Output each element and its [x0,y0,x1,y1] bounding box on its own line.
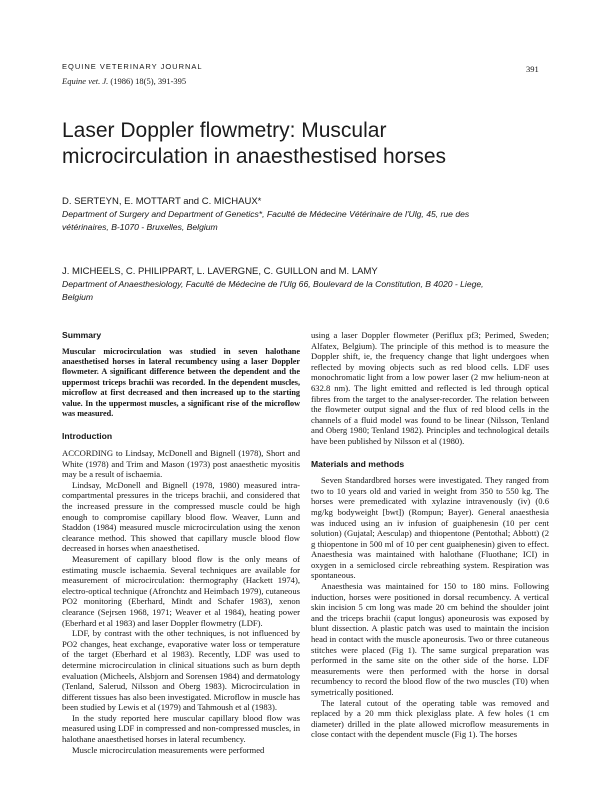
right-column [311,330,549,740]
title-line-1: Laser Doppler flowmetry: Muscular [62,119,387,142]
affiliation-2-line-1: Department of Anaesthesiology, Faculté de Médecine de l'Ulg 66, Boulevard de la Constitution, B 4020 - Liege, [62,279,484,289]
title-line-2: microcirculation in anaesthestised horses [62,145,447,168]
affiliation-1-line-2: vétérinaires, B-1070 - Bruxelles, Belgium [62,221,218,232]
citation-detail: (1986) 18(5), 391-395 [110,76,187,86]
methods-paragraph-2: Anaesthesia was maintained for 150 to 180 mins. Following induction, horses were positioned in dorsal recumbency. A vertical skin incision 5 cm long was made 20 cm behind the shoulder joint and the triceps brachii (caput longus) aponeurosis was exposed by blunt dissection. A plastic patch was used to maintain the incision head in contact with the muscle aponeurosis. Two or three cutaneous stitches were placed (Fig 1). The same surgical preparation was performed in the same site on the other side of the horse. LDF measurements were then performed with the horse in dorsal recumbency to record the blood flow of the two muscles (T0) when symetrically positioned. [311,581,549,697]
intro-paragraph-2: Lindsay, McDonell and Bignell (1978, 1980) measured intra-compartmental pressures in the triceps brachii, and considered that the increased pressure in the compressed muscle could be high enough to compromise capillary blood flow. Weaver, Lunn and Staddon (1984) measured muscle microcirculation using the xenon clearance method. This showed that capillary muscle blood flow decreased in horses when anaesthetised. [62,479,300,554]
citation [62,76,186,86]
citation-journal: Equine vet. J. [62,76,109,86]
authors-group-2: J. MICHEELS, C. PHILIPPART, L. LAVERGNE, C. GUILLON and M. LAMY [62,266,378,277]
methods-paragraph-1: Seven Standardbred horses were investigated. They ranged from two to 10 years old and varied in weight from 350 to 550 kg. The horses were premedicated with xylazine intravenously (iv) (0.6 mg/kg bodyweight [bwt]) (Rompun; Bayer). General anaesthesia was induced using an iv infusion of guaiphenesin (10 per cent solution) (Gujatal; Aesculap) and thiopentone (Pentothal; Abbott) (2 g thiopentone in 500 ml of 10 per cent guaiphenesin) given to effect. Anaesthesia was maintained with halothane (Fluothane; ICI) in oxygen in a semiclosed circle rebreathing system. Respiration was spontaneous. [311,475,549,581]
affiliation-group-1 [62,208,552,233]
page-number: 391 [526,64,539,74]
affiliation-2-line-2: Belgium [62,291,94,302]
intro-paragraph-6: Muscle microcirculation measurements were performed [72,744,265,755]
affiliation-group-2 [62,278,552,303]
authors-group-1: D. SERTEYN, E. MOTTART and C. MICHAUX* [62,196,262,207]
journal-name: EQUINE VETERINARY JOURNAL [62,62,203,71]
introduction-heading: Introduction [62,431,113,442]
intro-paragraph-4: LDF, by contrast with the other techniques, is not influenced by PO2 changes, heat exchange, evaporative water loss or temperature of the target (Eberhard et al 1983). Recently, LDF was used to determine microcirculation in clinical situations such as burn depth evaluation (Micheels, Alsbjorn and Sorensen 1984) and dermatology (Tenland, Salerud, Nilsson and Oberg 1983). Microcirculation in different tissues has also been investigated. Microflow in muscle has been studied by Lewis et al (1979) and Tahmoush et al (1983). [62,628,300,713]
intro-paragraph-1: ACCORDING to Lindsay, McDonell and Bignell (1978), Short and White (1978) and Trim and Mason (1973) post anaesthetic myositis may be a result of ischaemia. [62,448,300,480]
intro-paragraph-3: Measurement of capillary blood flow is the only means of estimating muscle ischaemia. Several techniques are available for measurement of microcirculation: thermography (Hackett 1974), electro-optical technique (Afronchtz and Heimbach 1979), cutaneous PO2 monitoring (Eberhard, Mindt and Schafer 1983), xenon clearance (Sejrsen 1968, 1971; Weaver et al 1984), heating power (Eberhard et al 1983) and laser Doppler flowmetry (LDF). [62,553,300,628]
intro-paragraph-5: In the study reported here muscular capillary blood flow was measured using LDF in compressed and non-compressed muscles, in halothane anaesthetised horses in lateral recumbency. [62,712,300,745]
summary-text: Muscular microcirculation was studied in seven halothane anaesthetised horses in lateral recumbency using a laser Doppler flowmeter. A significant difference between the dependent and the uppermost triceps brachii was recorded. In the dependent muscles, microflow at first decreased and then increased up to the starting value. In the uppermost muscles, a significant rise of the microflow was measured. [62,346,300,419]
article-title [62,118,532,170]
affiliation-1-line-1: Department of Surgery and Department of Genetics*, Faculté de Médecine Vétérinaire de l'Ulg, 45, rue des [62,209,470,219]
methods-heading: Materials and methods [311,458,405,469]
methods-paragraph-3: The lateral cutout of the operating table was removed and replaced by a 20 mm thick plexiglass plate. A few holes (1 cm diameter) drilled in the plate allowed microflow measurements in close contact with the dependent muscle (Fig 1). The horses [311,697,549,740]
left-column [62,330,300,755]
intro-continuation: using a laser Doppler flowmeter (Periflux pf3; Perimed, Sweden; Alfatex, Belgium). The principle of this method is to measure the Doppler shift, ie, the frequency change that light undergoes when reflected by moving objects such as red blood cells. LDF uses monochromatic light from a low power laser (2 mw helium-neon at 632.8 nm). The light emitted and reflected is led through optical fibres from the target to the analyser-recorder. The relation between the flowmeter output signal and the flux of red blood cells in the channels of a fluid model was found to be linear (Nilsson, Tenland and Oberg 1980; Tenland 1982). Principles and technological details have been published by Nilsson et al (1980). [311,330,549,446]
summary-heading: Summary [62,330,102,340]
